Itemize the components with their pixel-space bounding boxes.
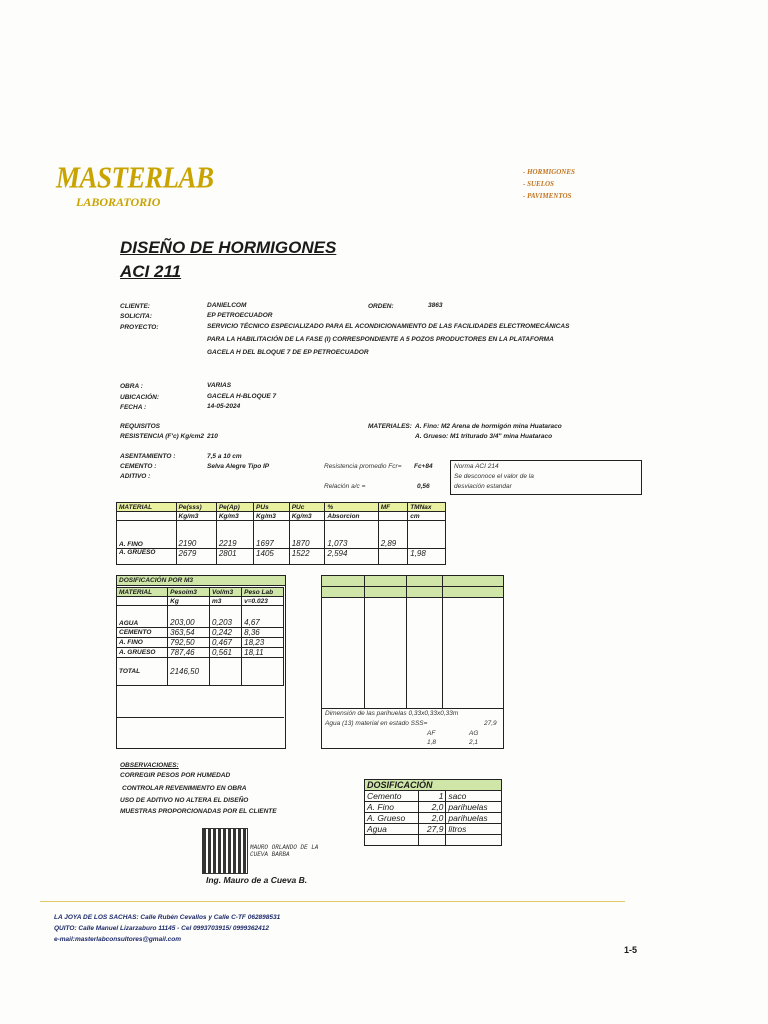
table-cell: 2190 xyxy=(176,521,216,549)
table-header-row xyxy=(365,780,502,791)
table-cell: A. GRUESO xyxy=(117,648,168,658)
table-cell: A. FINO xyxy=(117,638,168,648)
table-row xyxy=(117,628,284,638)
solicita-label: SOLICITA: xyxy=(120,313,153,320)
af-label: AF xyxy=(427,730,436,737)
ubicacion-label: UBICACIÓN: xyxy=(120,394,159,401)
observaciones-title: OBSERVACIONES: xyxy=(120,762,179,769)
dosificacion-m3-table xyxy=(116,587,284,686)
signature-stamp-line: MAURO ORLANDO DE LA xyxy=(250,844,319,851)
table-cell xyxy=(378,549,408,565)
table-cell: A. GRUESO xyxy=(117,549,177,565)
table-cell: 2,89 xyxy=(378,521,408,549)
resistencia-promedio-label: Resistencia promedio Fcr= xyxy=(324,463,402,470)
resistencia-promedio-value: Fc+84 xyxy=(414,463,433,470)
table-row xyxy=(365,824,502,835)
material-fino: A. Fino: M2 Arena de hormigón mina Huataraco xyxy=(415,423,562,430)
table-header: TMNax xyxy=(408,503,446,512)
parihuelas-dimension: Dimensión de las parihuelas 0,33x0,33x0,33m xyxy=(325,710,459,717)
table-total-row xyxy=(117,658,284,686)
cliente-value: DANIELCOM xyxy=(207,302,247,309)
table-row xyxy=(117,521,446,549)
table-unit: Kg/m3 xyxy=(289,512,325,521)
observacion-item: CONTROLAR REVENIMIENTO EN OBRA xyxy=(122,785,247,792)
table-cell: CEMENTO xyxy=(117,628,168,638)
proyecto-line: GACELA H DEL BLOQUE 7 DE EP PETROECUADOR xyxy=(207,349,369,356)
cemento-label: CEMENTO : xyxy=(120,463,157,470)
table-row xyxy=(117,648,284,658)
table-unit: Kg/m3 xyxy=(254,512,290,521)
relacion-value: 0,56 xyxy=(417,483,430,490)
grid-line xyxy=(406,576,407,708)
cliente-label: CLIENTE: xyxy=(120,303,150,310)
requisitos-label: REQUISITOS xyxy=(120,423,160,430)
table-header-row xyxy=(117,503,446,512)
relacion-label: Relación a/c = xyxy=(324,483,366,490)
table-cell: 18,11 xyxy=(242,648,284,658)
table-row xyxy=(365,802,502,813)
table-row xyxy=(365,835,502,846)
document-title: DISEÑO DE HORMIGONES xyxy=(120,238,337,257)
table-header: PUc xyxy=(289,503,325,512)
grid-line xyxy=(364,576,365,708)
total-label: TOTAL xyxy=(117,658,168,686)
footer-divider xyxy=(40,901,625,902)
table-cell: parihuelas xyxy=(446,813,502,824)
table-header: Pe(Ap) xyxy=(216,503,253,512)
table-cell: 1,98 xyxy=(408,549,446,565)
signer-name: Ing. Mauro de a Cueva B. xyxy=(206,875,308,885)
panel-header-row xyxy=(322,576,503,587)
obra-label: OBRA : xyxy=(120,383,143,390)
af-value: 1,8 xyxy=(427,739,437,746)
table-cell xyxy=(408,521,446,549)
table-cell: 8,36 xyxy=(242,628,284,638)
table-cell: A. Fino xyxy=(365,802,419,813)
materiales-label: MATERIALES: xyxy=(368,423,412,430)
agua-sss-value: 27,9 xyxy=(484,720,497,727)
grid-line xyxy=(322,708,503,709)
resistencia-label: RESISTENCIA (F'c) Kg/cm2 xyxy=(120,433,205,440)
materials-properties-table xyxy=(116,502,446,565)
table-header: Pe(sss) xyxy=(176,503,216,512)
proyecto-line: PARA LA HABILITACIÓN DE LA FASE (I) CORRESPONDIENTE A 5 POZOS PRODUCTORES EN LA PLATAFORMA xyxy=(207,336,554,343)
ag-label: AG xyxy=(469,730,479,737)
cemento-value: Selva Alegre Tipo IP xyxy=(207,463,270,470)
proyecto-line: SERVICIO TÉCNICO ESPECIALIZADO PARA EL ACONDICIONAMIENTO DE LAS FACILIDADES ELECTROMECÁNICAS xyxy=(207,323,570,330)
footer-address: LA JOYA DE LOS SACHAS: Calle Rubén Cevallos y Calle C-TF 062898531 xyxy=(54,914,281,921)
table-cell: 2801 xyxy=(216,549,253,565)
table-cell: A. Grueso xyxy=(365,813,419,824)
table-cell: 363,54 xyxy=(168,628,210,638)
table-header: MATERIAL xyxy=(117,503,177,512)
table-unit xyxy=(117,512,177,521)
dosificacion-m3-title: DOSIFICACIÓN POR M3 xyxy=(117,576,285,586)
proyecto-label: PROYECTO: xyxy=(120,324,159,331)
table-unit: Kg xyxy=(168,597,210,606)
table-header: Pesoim3 xyxy=(168,588,210,597)
table-unit xyxy=(117,597,168,606)
asentamiento-value: 7,5 a 10 cm xyxy=(207,453,242,460)
table-cell: litros xyxy=(446,824,502,835)
table-cell: 0,203 xyxy=(209,606,241,628)
ubicacion-value: GACELA H-BLOQUE 7 xyxy=(207,393,277,400)
table-cell xyxy=(446,835,502,846)
table-cell: 0,242 xyxy=(209,628,241,638)
obra-value: VARIAS xyxy=(207,382,232,389)
table-cell xyxy=(209,658,241,686)
parihuelas-panel xyxy=(321,575,504,749)
norma-line: desviación estandar xyxy=(454,483,512,490)
table-cell: 1870 xyxy=(289,521,325,549)
service-item: - HORMIGONES xyxy=(523,168,575,176)
footer-email: e-mail:masterlabconsultores@gmail.com xyxy=(54,936,181,943)
table-unit: Kg/m3 xyxy=(176,512,216,521)
table-cell: parihuelas xyxy=(446,802,502,813)
aditivo-label: ADITIVO : xyxy=(120,473,151,480)
orden-value: 3863 xyxy=(428,302,443,309)
table-divider xyxy=(117,717,284,718)
solicita-value: EP PETROECUADOR xyxy=(207,312,273,319)
total-value: 2146,50 xyxy=(168,658,210,686)
table-row xyxy=(117,638,284,648)
table-units-row xyxy=(117,512,446,521)
norma-line: Se desconoce el valor de la xyxy=(454,473,534,480)
table-row xyxy=(117,606,284,628)
table-cell: 1697 xyxy=(254,521,290,549)
table-cell: 27,9 xyxy=(419,824,446,835)
table-header: Peso Lab xyxy=(242,588,284,597)
table-cell: AGUA xyxy=(117,606,168,628)
dosificacion-title: DOSIFICACIÓN xyxy=(365,780,502,791)
table-cell: 787,46 xyxy=(168,648,210,658)
table-unit: Kg/m3 xyxy=(216,512,253,521)
table-cell: 1522 xyxy=(289,549,325,565)
agua-sss-label: Agua (13) material en estado SSS= xyxy=(325,720,428,727)
company-logo-subtitle: LABORATORIO xyxy=(76,195,161,209)
table-cell: 2219 xyxy=(216,521,253,549)
table-header-row xyxy=(117,588,284,597)
fecha-label: FECHA : xyxy=(120,404,147,411)
service-item: - SUELOS xyxy=(523,180,554,188)
service-item: - PAVIMENTOS xyxy=(523,192,572,200)
table-cell: 203,00 xyxy=(168,606,210,628)
table-cell: 1405 xyxy=(254,549,290,565)
table-unit: m3 xyxy=(209,597,241,606)
table-unit: Absorcion xyxy=(325,512,378,521)
observacion-item: USO DE ADITIVO NO ALTERA EL DISEÑO xyxy=(120,797,249,804)
table-header: PUs xyxy=(254,503,290,512)
table-cell: 0,467 xyxy=(209,638,241,648)
table-units-row xyxy=(117,597,284,606)
table-cell: Agua xyxy=(365,824,419,835)
asentamiento-label: ASENTAMIENTO : xyxy=(120,453,176,460)
table-cell: 2679 xyxy=(176,549,216,565)
table-header: MF xyxy=(378,503,408,512)
footer-address: QUITO: Calle Manuel Lizarzaburo 11145 - Cel 0993703915/ 0999362412 xyxy=(54,925,269,932)
table-cell: 2,594 xyxy=(325,549,378,565)
table-cell: 2,0 xyxy=(419,813,446,824)
orden-label: ORDEN: xyxy=(368,303,394,310)
panel-header-row xyxy=(322,587,503,598)
table-unit: v=0.023 xyxy=(242,597,284,606)
table-cell: 4,67 xyxy=(242,606,284,628)
norma-line: Norma ACI 214 xyxy=(454,463,499,470)
grid-line xyxy=(442,576,443,708)
table-unit xyxy=(378,512,408,521)
table-cell: A. FINO xyxy=(117,521,177,549)
services-list xyxy=(523,166,575,202)
ag-value: 2,1 xyxy=(469,739,479,746)
table-cell: 1,073 xyxy=(325,521,378,549)
table-unit: cm xyxy=(408,512,446,521)
table-row xyxy=(117,549,446,565)
table-row xyxy=(365,813,502,824)
table-header: MATERIAL xyxy=(117,588,168,597)
signature-stamp-line: CUEVA BARBA xyxy=(250,851,290,858)
norma-box xyxy=(450,460,642,495)
observacion-item: MUESTRAS PROPORCIONADAS POR EL CLIENTE xyxy=(120,808,277,815)
resistencia-value: 210 xyxy=(207,433,218,440)
company-logo: MASTERLAB xyxy=(56,160,214,195)
qr-code-icon xyxy=(202,828,248,874)
page-number: 1-5 xyxy=(624,945,638,955)
observacion-item: CORREGIR PESOS POR HUMEDAD xyxy=(120,772,231,779)
table-cell xyxy=(242,658,284,686)
table-cell: 792,50 xyxy=(168,638,210,648)
material-grueso: A. Grueso: M1 triturado 3/4" mina Huataraco xyxy=(415,433,553,440)
table-cell xyxy=(365,835,419,846)
table-cell: 2,0 xyxy=(419,802,446,813)
table-cell: saco xyxy=(446,791,502,802)
table-cell: 0,561 xyxy=(209,648,241,658)
table-cell: 18,23 xyxy=(242,638,284,648)
fecha-value: 14-05-2024 xyxy=(207,403,241,410)
table-header: % xyxy=(325,503,378,512)
table-row xyxy=(365,791,502,802)
table-header: Vol/m3 xyxy=(209,588,241,597)
dosificacion-table xyxy=(364,779,502,846)
table-cell xyxy=(419,835,446,846)
document-subtitle: ACI 211 xyxy=(120,262,182,281)
dosificacion-m3-panel xyxy=(116,575,286,749)
table-cell: Cemento xyxy=(365,791,419,802)
table-cell: 1 xyxy=(419,791,446,802)
